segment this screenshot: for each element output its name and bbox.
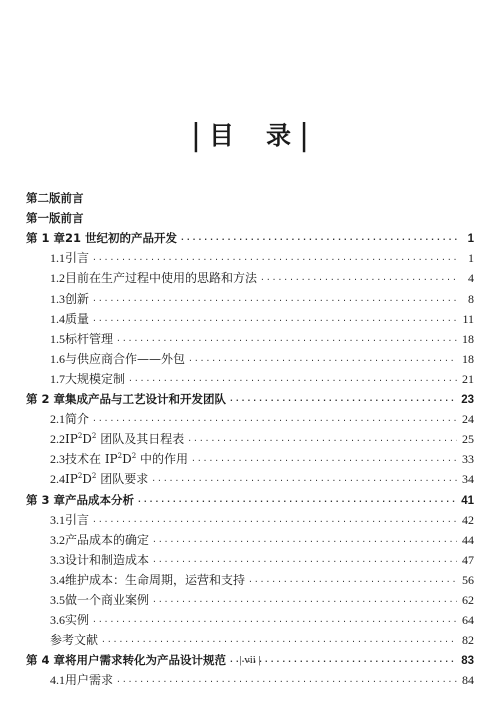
section-title: 参考文献 bbox=[50, 633, 99, 648]
section-number: 1.4 bbox=[50, 311, 65, 326]
chapter-title: 集成产品与工艺设计和开发团队 bbox=[65, 392, 227, 406]
section-title: 与供应商合作——外包 bbox=[65, 351, 186, 366]
section-title: $IP^2D^2$ 团队要求 bbox=[65, 472, 149, 487]
chapter-number: 第 2 章 bbox=[26, 392, 66, 406]
dot-leader bbox=[152, 554, 457, 570]
page-number: vii bbox=[244, 654, 256, 666]
page-ref: 23 bbox=[461, 394, 474, 406]
toc-chapter-row bbox=[26, 230, 474, 246]
dot-leader bbox=[92, 293, 457, 309]
page-ref: 34 bbox=[462, 472, 474, 487]
title-bar-right: | bbox=[299, 118, 310, 153]
dot-leader bbox=[92, 413, 457, 429]
section-number: 1.2 bbox=[50, 271, 65, 286]
section-number: 1.6 bbox=[50, 351, 65, 366]
page-title bbox=[0, 116, 500, 152]
dot-leader bbox=[116, 674, 457, 690]
section-number: 4.1 bbox=[50, 673, 65, 688]
toc-section-row bbox=[50, 512, 474, 528]
section-title: 做一个商业案例 bbox=[65, 593, 150, 607]
title-char-1: 目 bbox=[208, 121, 234, 150]
page-ref: 24 bbox=[462, 412, 474, 427]
section-number: 3.5 bbox=[50, 593, 65, 607]
section-number: 3.3 bbox=[50, 552, 65, 567]
section-number: 3.6 bbox=[50, 613, 65, 628]
section-number: 1.3 bbox=[50, 291, 65, 306]
dot-leader bbox=[101, 634, 457, 650]
dot-leader bbox=[92, 252, 457, 268]
dot-leader bbox=[92, 313, 457, 329]
section-title: 产品成本的确定 bbox=[65, 532, 150, 547]
toc-section-row bbox=[50, 331, 474, 347]
toc-section-row bbox=[50, 351, 474, 367]
preface-title: 第二版前言 bbox=[26, 191, 84, 205]
chapter-number: 第 3 章 bbox=[26, 492, 66, 507]
preface-title: 第一版前言 bbox=[26, 211, 84, 226]
section-title: 引言 bbox=[65, 512, 90, 527]
page-ref: 11 bbox=[462, 311, 474, 326]
page-ref: 18 bbox=[462, 351, 474, 366]
page-ref: 82 bbox=[462, 633, 474, 648]
section-title: 标杆管理 bbox=[65, 331, 114, 346]
page-ref: 44 bbox=[462, 532, 474, 547]
section-number: 2.2 bbox=[50, 432, 65, 447]
section-title: 简介 bbox=[65, 412, 90, 427]
toc-section-row bbox=[50, 532, 474, 548]
toc-section-row bbox=[50, 411, 474, 427]
toc-section-row bbox=[50, 632, 474, 648]
section-number: 1.7 bbox=[50, 371, 65, 386]
page-ref: 1 bbox=[468, 251, 474, 266]
toc-section-row bbox=[50, 311, 474, 327]
section-number: 1.1 bbox=[50, 251, 65, 266]
toc-section-row bbox=[50, 371, 474, 387]
dot-leader bbox=[137, 494, 457, 510]
toc-chapter-row bbox=[26, 492, 474, 508]
section-number: 2.1 bbox=[50, 412, 65, 427]
dot-leader bbox=[152, 594, 457, 610]
page-ref: 25 bbox=[462, 432, 474, 447]
toc-section-row bbox=[50, 451, 474, 467]
dot-leader bbox=[248, 574, 457, 590]
toc-section-row bbox=[50, 592, 474, 608]
toc-chapter-row bbox=[26, 391, 474, 407]
preface-entry bbox=[26, 190, 84, 206]
dot-leader bbox=[152, 534, 457, 550]
section-title: 质量 bbox=[65, 311, 90, 326]
section-number: 3.4 bbox=[50, 572, 65, 587]
preface-entry bbox=[26, 210, 84, 226]
section-title: $IP^2D^2$ 团队及其日程表 bbox=[65, 432, 185, 447]
chapter-number: 第 4 章 bbox=[26, 653, 66, 668]
chapter-title: 产品成本分析 bbox=[65, 492, 135, 507]
toc-section-row bbox=[50, 471, 474, 487]
section-number: 3.2 bbox=[50, 532, 65, 547]
section-number: 2.4 bbox=[50, 472, 65, 487]
toc-section-row bbox=[50, 552, 474, 568]
section-title: 实例 bbox=[65, 613, 90, 628]
toc-section-row bbox=[50, 572, 474, 588]
page-ref: 18 bbox=[462, 331, 474, 346]
chapter-title: 将用户需求转化为产品设计规范 bbox=[65, 653, 227, 668]
page-ref: 47 bbox=[462, 552, 474, 567]
dot-leader bbox=[151, 473, 457, 489]
page-footer: | vii | bbox=[239, 654, 261, 666]
dot-leader bbox=[92, 614, 457, 630]
section-number: 1.5 bbox=[50, 331, 65, 346]
toc-section-row bbox=[50, 431, 474, 447]
page-ref: 62 bbox=[462, 593, 474, 607]
toc-section-row bbox=[50, 672, 474, 688]
section-title: 目前在生产过程中使用的思路和方法 bbox=[65, 271, 258, 286]
dot-leader bbox=[128, 373, 457, 389]
toc-section-row bbox=[50, 612, 474, 628]
page-ref: 83 bbox=[461, 655, 474, 668]
section-title: 技术在 $IP^2D^2$ 中的作用 bbox=[65, 452, 189, 467]
page-ref: 56 bbox=[462, 572, 474, 587]
dot-leader bbox=[187, 433, 457, 449]
dot-leader bbox=[92, 514, 457, 530]
page-ref: 4 bbox=[468, 271, 474, 286]
chapter-title: 21 世纪初的产品开发 bbox=[65, 231, 178, 246]
page-ref: 1 bbox=[467, 233, 474, 246]
page-ref: 84 bbox=[462, 673, 474, 688]
section-number: 2.3 bbox=[50, 452, 65, 467]
page-ref: 42 bbox=[462, 512, 474, 527]
section-title: 维护成本：生命周期，运营和支持 bbox=[65, 572, 246, 587]
section-title: 大规模定制 bbox=[65, 371, 126, 386]
toc-section-row bbox=[50, 291, 474, 307]
title-char-2: 录 bbox=[266, 121, 292, 150]
page-ref: 8 bbox=[468, 291, 474, 306]
page-ref: 64 bbox=[462, 613, 474, 628]
toc-section-row bbox=[50, 270, 474, 286]
section-number: 3.1 bbox=[50, 512, 65, 527]
dot-leader bbox=[260, 272, 457, 288]
section-title: 引言 bbox=[65, 251, 90, 266]
dot-leader bbox=[180, 232, 457, 248]
dot-leader bbox=[191, 453, 457, 469]
dot-leader bbox=[229, 393, 457, 409]
toc-section-row bbox=[50, 250, 474, 266]
page-ref: 33 bbox=[462, 452, 474, 467]
section-title: 设计和制造成本 bbox=[65, 552, 150, 567]
section-title: 创新 bbox=[65, 291, 90, 306]
page-ref: 41 bbox=[461, 494, 474, 507]
dot-leader bbox=[188, 353, 457, 369]
title-bar-left: | bbox=[190, 118, 201, 153]
dot-leader bbox=[116, 333, 457, 349]
section-title: 用户需求 bbox=[65, 673, 114, 688]
chapter-number: 第 1 章 bbox=[26, 231, 66, 246]
page-ref: 21 bbox=[462, 371, 474, 386]
